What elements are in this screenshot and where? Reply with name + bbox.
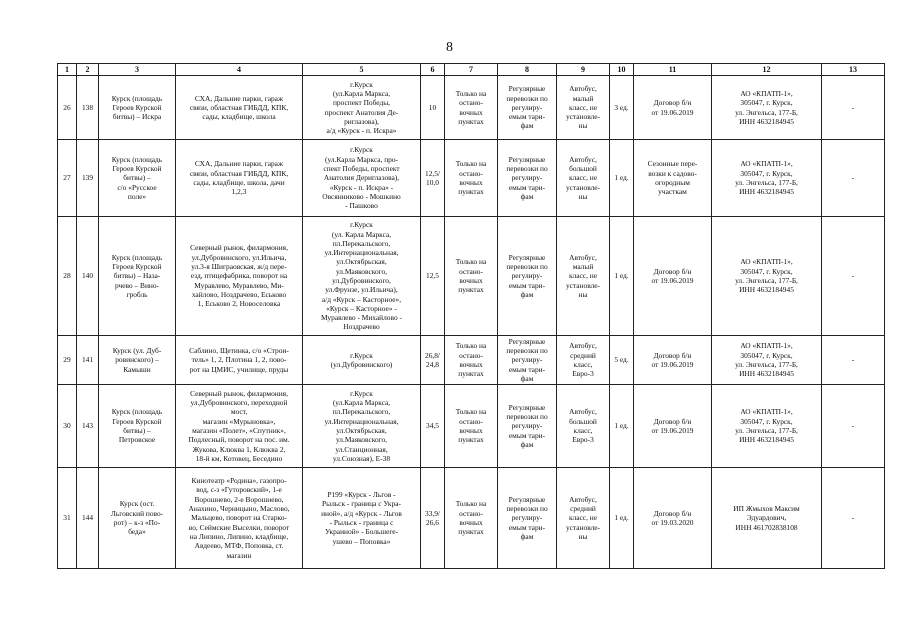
column-header: 7 [445,64,498,76]
carrier-cell: АО «КПАТП-1», 305047, г. Курск, ул. Энгельса, 177-Б, ИНН 4632184945 [712,217,822,336]
table-row [58,468,885,569]
route-number-cell: 143 [77,385,99,468]
length-cell: 12,5 [421,217,445,336]
stops-cell: СХА, Дальние парки, гараж связи, областная ГИБДД, КПК, сады, кладбище, школа [176,76,303,140]
note-cell: - [822,336,885,385]
row-index-cell: 27 [58,140,77,217]
table-header-row [58,64,885,76]
table-row [58,140,885,217]
column-header: 8 [498,64,557,76]
length-cell: 26,8/ 24,8 [421,336,445,385]
route-name-cell: Курск (площадь Героев Курской битвы) – Искра [99,76,176,140]
row-index-cell: 28 [58,217,77,336]
route-number-cell: 139 [77,140,99,217]
column-header: 11 [634,64,712,76]
column-header: 12 [712,64,822,76]
transport-type-cell: Регулярные перевозки по регулиру- емым тари- фам [498,217,557,336]
stops-cell: Кинотеатр «Родина», газопро- вод, с-з «Гуторовский», 1-е Ворошнево, 2-е Ворошнево, Анахино, Черницыно, Маслово, Мальцево, поворот на Старко- во, Сеймские Выселки, поворот на Липино, Липино, кладбище, Авдеево, МТФ, Поповка, ст. магазин [176,468,303,569]
carrier-cell: АО «КПАТП-1», 305047, г. Курск, ул. Энгельса, 177-Б, ИНН 4632184945 [712,76,822,140]
boarding-order-cell: Только на остано- вочных пунктах [445,140,498,217]
boarding-order-cell: Только на остано- вочных пунктах [445,76,498,140]
routes-table [57,63,885,569]
column-header: 4 [176,64,303,76]
streets-cell: г.Курск (ул. Карла Маркса, пл.Перекальского, ул.Интернациональная, ул.Октябрьская, ул.Маяковского, ул.Дубровинского, ул.Фрунзе, ул.Ильича), а/д «Курск – Касторное», «Курск – Касторное» - Муравлево - Михайлово - Ноздрачево [303,217,421,336]
transport-type-cell: Регулярные перевозки по регулиру- емым тари- фам [498,140,557,217]
streets-cell: г.Курск (ул.Карла Маркса, про- спект Победы, проспект Анатолия Дериглазова), «Курск - п. Искра» - Овсянниково - Мошкино - Пашково [303,140,421,217]
route-number-cell: 144 [77,468,99,569]
column-header: 3 [99,64,176,76]
note-cell: - [822,140,885,217]
transport-type-cell: Регулярные перевозки по регулиру- емым тари- фам [498,385,557,468]
route-name-cell: Курск (ул. Дуб- ровинского) – Камыши [99,336,176,385]
length-cell: 33,9/ 26,6 [421,468,445,569]
vehicle-count-cell: 1 ед. [610,468,634,569]
streets-cell: г.Курск (ул.Дубровинского) [303,336,421,385]
route-name-cell: Курск (ост. Льговский пово- рот) – к-з «По- беда» [99,468,176,569]
row-index-cell: 29 [58,336,77,385]
table-row [58,76,885,140]
column-header: 6 [421,64,445,76]
vehicle-count-cell: 1 ед. [610,385,634,468]
stops-cell: СХА, Дальние парки, гараж связи, областная ГИБДД, КПК, сады, кладбище, школа, дачи 1,2,3 [176,140,303,217]
route-name-cell: Курск (площадь Героев Курской битвы) – Петровское [99,385,176,468]
carrier-cell: АО «КПАТП-1», 305047, г. Курск, ул. Энгельса, 177-Б, ИНН 4632184945 [712,385,822,468]
length-cell: 34,5 [421,385,445,468]
vehicle-class-cell: Автобус, средний класс, Евро-3 [557,336,610,385]
column-header: 9 [557,64,610,76]
table-row [58,217,885,336]
column-header: 5 [303,64,421,76]
contract-cell: Договор б/н от 19.06.2019 [634,217,712,336]
vehicle-count-cell: 1 ед. [610,217,634,336]
stops-cell: Саблино, Щетинка, с/о «Строи- тель» 1, 2, Плотина 1, 2, пово- рот на ЦМИС, училище, пруды [176,336,303,385]
contract-cell: Договор б/н от 19.06.2019 [634,76,712,140]
carrier-cell: АО «КПАТП-1», 305047, г. Курск, ул. Энгельса, 177-Б, ИНН 4632184945 [712,140,822,217]
vehicle-count-cell: 1 ед. [610,140,634,217]
vehicle-class-cell: Автобус, большой класс, не установле- ны [557,140,610,217]
boarding-order-cell: Только на остано- вочных пунктах [445,385,498,468]
note-cell: - [822,385,885,468]
carrier-cell: ИП Жмыхов Максим Эдуардович, ИНН 461702838108 [712,468,822,569]
carrier-cell: АО «КПАТП-1», 305047, г. Курск, ул. Энгельса, 177-Б, ИНН 4632184945 [712,336,822,385]
boarding-order-cell: Только на остано- вочных пунктах [445,336,498,385]
contract-cell: Договор б/н от 19.03.2020 [634,468,712,569]
boarding-order-cell: Только на остано- вочных пунктах [445,468,498,569]
streets-cell: Р199 «Курск - Льгов - Рыльск - граница с Укра- иной», а/д «Курск - Льгов - Рыльск - граница с Украиной» - Большеге- ушево – Поповка» [303,468,421,569]
route-name-cell: Курск (площадь Героев Курской битвы) – с/о «Русское поле» [99,140,176,217]
contract-cell: Договор б/н от 19.06.2019 [634,336,712,385]
column-header: 13 [822,64,885,76]
stops-cell: Северный рынок, филармония, ул.Дубровинского, переходной мост, магазин «Мурыновка», магазин «Полет», «Спутник», Подлесный, поворот на пос. им. Жукова, Клюква 1, Клюква 2, 18-й км, Котовец, Бесединo [176,385,303,468]
row-index-cell: 31 [58,468,77,569]
note-cell: - [822,76,885,140]
transport-type-cell: Регулярные перевозки по регулиру- емым тари- фам [498,468,557,569]
boarding-order-cell: Только на остано- вочных пунктах [445,217,498,336]
row-index-cell: 30 [58,385,77,468]
column-header: 10 [610,64,634,76]
page-number: 8 [446,40,453,55]
vehicle-class-cell: Автобус, средний класс, не установле- ны [557,468,610,569]
length-cell: 10 [421,76,445,140]
transport-type-cell: Регулярные перевозки по регулиру- емым тари- фам [498,336,557,385]
table-row [58,385,885,468]
length-cell: 12,5/ 10,0 [421,140,445,217]
streets-cell: г.Курск (ул.Карла Маркса, проспект Победы, проспект Анатолия Де- риглазова), а/д «Курск - п. Искра» [303,76,421,140]
vehicle-class-cell: Автобус, малый класс, не установле- ны [557,76,610,140]
transport-type-cell: Регулярные перевозки по регулиру- емым тари- фам [498,76,557,140]
route-name-cell: Курск (площадь Героев Курской битвы) – Наза- рчево – Вино- гробль [99,217,176,336]
streets-cell: г.Курск (ул.Карла Маркса, пл.Перекальского, ул.Интернациональная, ул.Октябрьская, ул.Маяковского, ул.Станционная, ул.Союзная), Е-38 [303,385,421,468]
vehicle-count-cell: 5 ед. [610,336,634,385]
vehicle-class-cell: Автобус, большой класс, Евро-3 [557,385,610,468]
note-cell: - [822,468,885,569]
contract-cell: Сезонные пере- возки к садово- огородным участкам [634,140,712,217]
route-number-cell: 141 [77,336,99,385]
vehicle-count-cell: 3 ед. [610,76,634,140]
stops-cell: Северный рынок, филармония, ул.Дубровинского, ул.Ильича, ул.3-я Шиграовская, ж/д пере- езд, птицефабрика, поворот на Муравлево, Муравлево, Ми- хайлово, Ноздрачево, Еськово 1, Еськово 2, Новоселовка [176,217,303,336]
note-cell: - [822,217,885,336]
column-header: 2 [77,64,99,76]
row-index-cell: 26 [58,76,77,140]
route-number-cell: 138 [77,76,99,140]
contract-cell: Договор б/н от 19.06.2019 [634,385,712,468]
vehicle-class-cell: Автобус, малый класс, не установле- ны [557,217,610,336]
column-header: 1 [58,64,77,76]
table-row [58,336,885,385]
route-number-cell: 140 [77,217,99,336]
